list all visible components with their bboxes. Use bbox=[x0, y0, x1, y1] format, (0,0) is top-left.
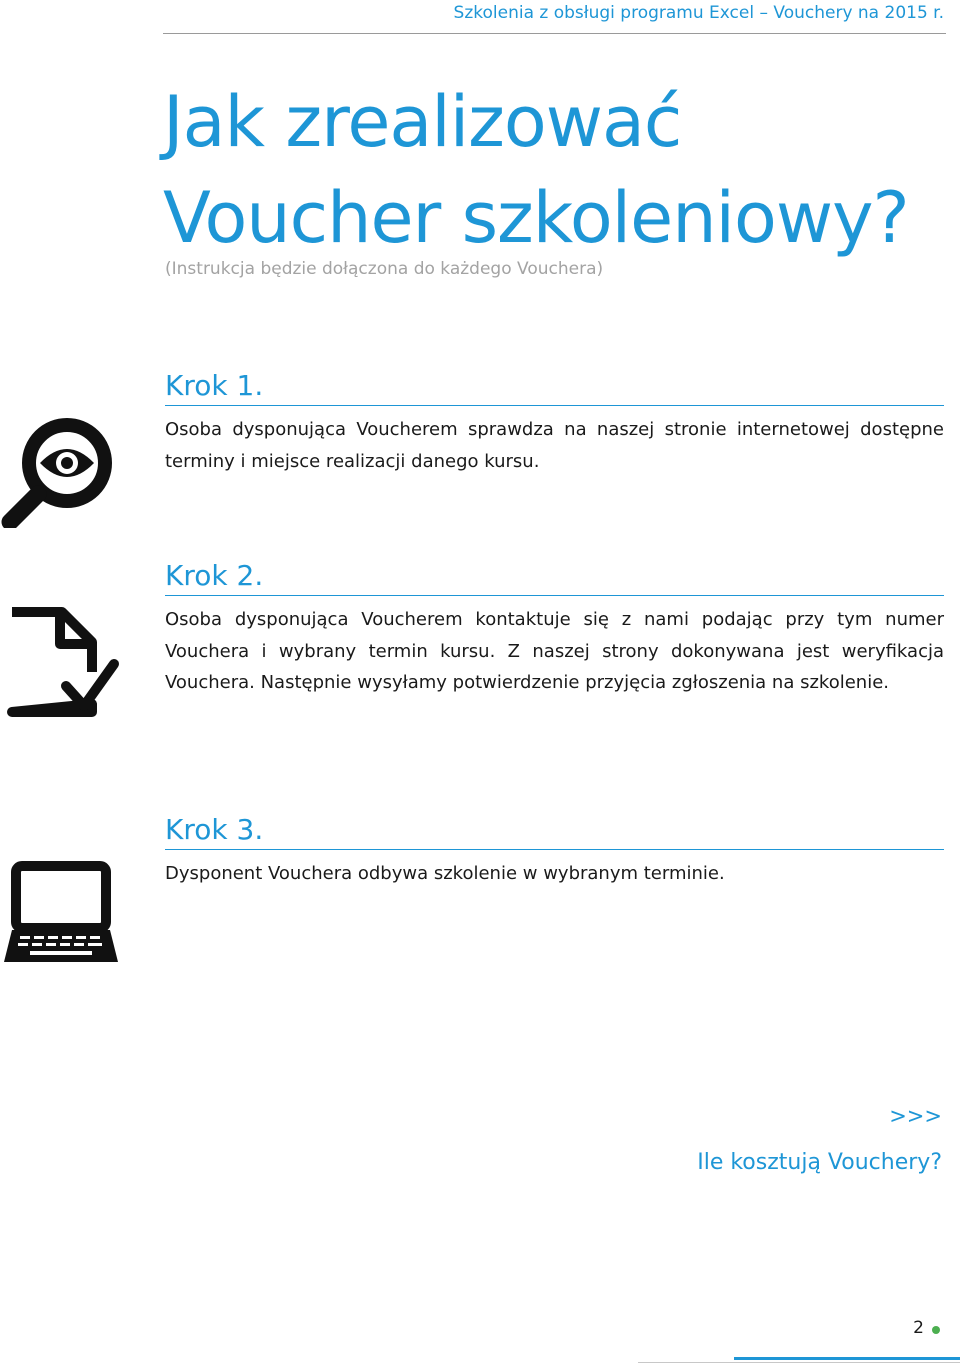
next-page-link[interactable]: Ile kosztują Vouchery? bbox=[697, 1150, 942, 1175]
step-1-divider bbox=[165, 405, 944, 406]
footer-divider bbox=[638, 1362, 960, 1363]
step-1-text: Osoba dysponująca Voucherem sprawdza na naszej stronie internetowej dostępne terminy i miejsce realizacji danego kursu. bbox=[165, 419, 944, 472]
header-divider bbox=[163, 33, 946, 34]
step-1-heading: Krok 1. bbox=[165, 369, 264, 402]
footer-accent-bar bbox=[734, 1357, 960, 1360]
step-3 bbox=[165, 812, 944, 890]
page-dot-icon bbox=[932, 1326, 940, 1334]
step-2-divider bbox=[165, 595, 944, 596]
magnifier-eye-icon bbox=[0, 408, 118, 528]
step-3-heading: Krok 3. bbox=[165, 813, 264, 846]
page-title-line-2: Voucher szkoleniowy? bbox=[163, 177, 909, 259]
document-check-icon bbox=[0, 602, 122, 724]
laptop-icon bbox=[0, 858, 122, 968]
step-2 bbox=[165, 558, 944, 699]
step-1 bbox=[165, 368, 944, 477]
page-number: 2 bbox=[913, 1318, 924, 1338]
next-arrows: >>> bbox=[889, 1104, 942, 1128]
step-3-divider bbox=[165, 849, 944, 850]
page-subtitle: (Instrukcja będzie dołączona do każdego Vouchera) bbox=[165, 259, 604, 279]
step-2-text: Osoba dysponująca Voucherem kontaktuje się z nami podając przy tym numer Vouchera i wybrany termin kursu. Z naszej strony dokonywana jest weryfikacja Vouchera. Następnie wysyłamy potwierdzenie przyjęcia zgłoszenia na szkolenie. bbox=[165, 609, 944, 693]
step-3-text: Dysponent Vouchera odbywa szkolenie w wybranym terminie. bbox=[165, 863, 725, 884]
page-title-line-1: Jak zrealizować bbox=[163, 81, 682, 163]
running-header: Szkolenia z obsługi programu Excel – Vouchery na 2015 r. bbox=[453, 3, 944, 23]
step-2-heading: Krok 2. bbox=[165, 559, 264, 592]
page-title bbox=[163, 74, 909, 266]
